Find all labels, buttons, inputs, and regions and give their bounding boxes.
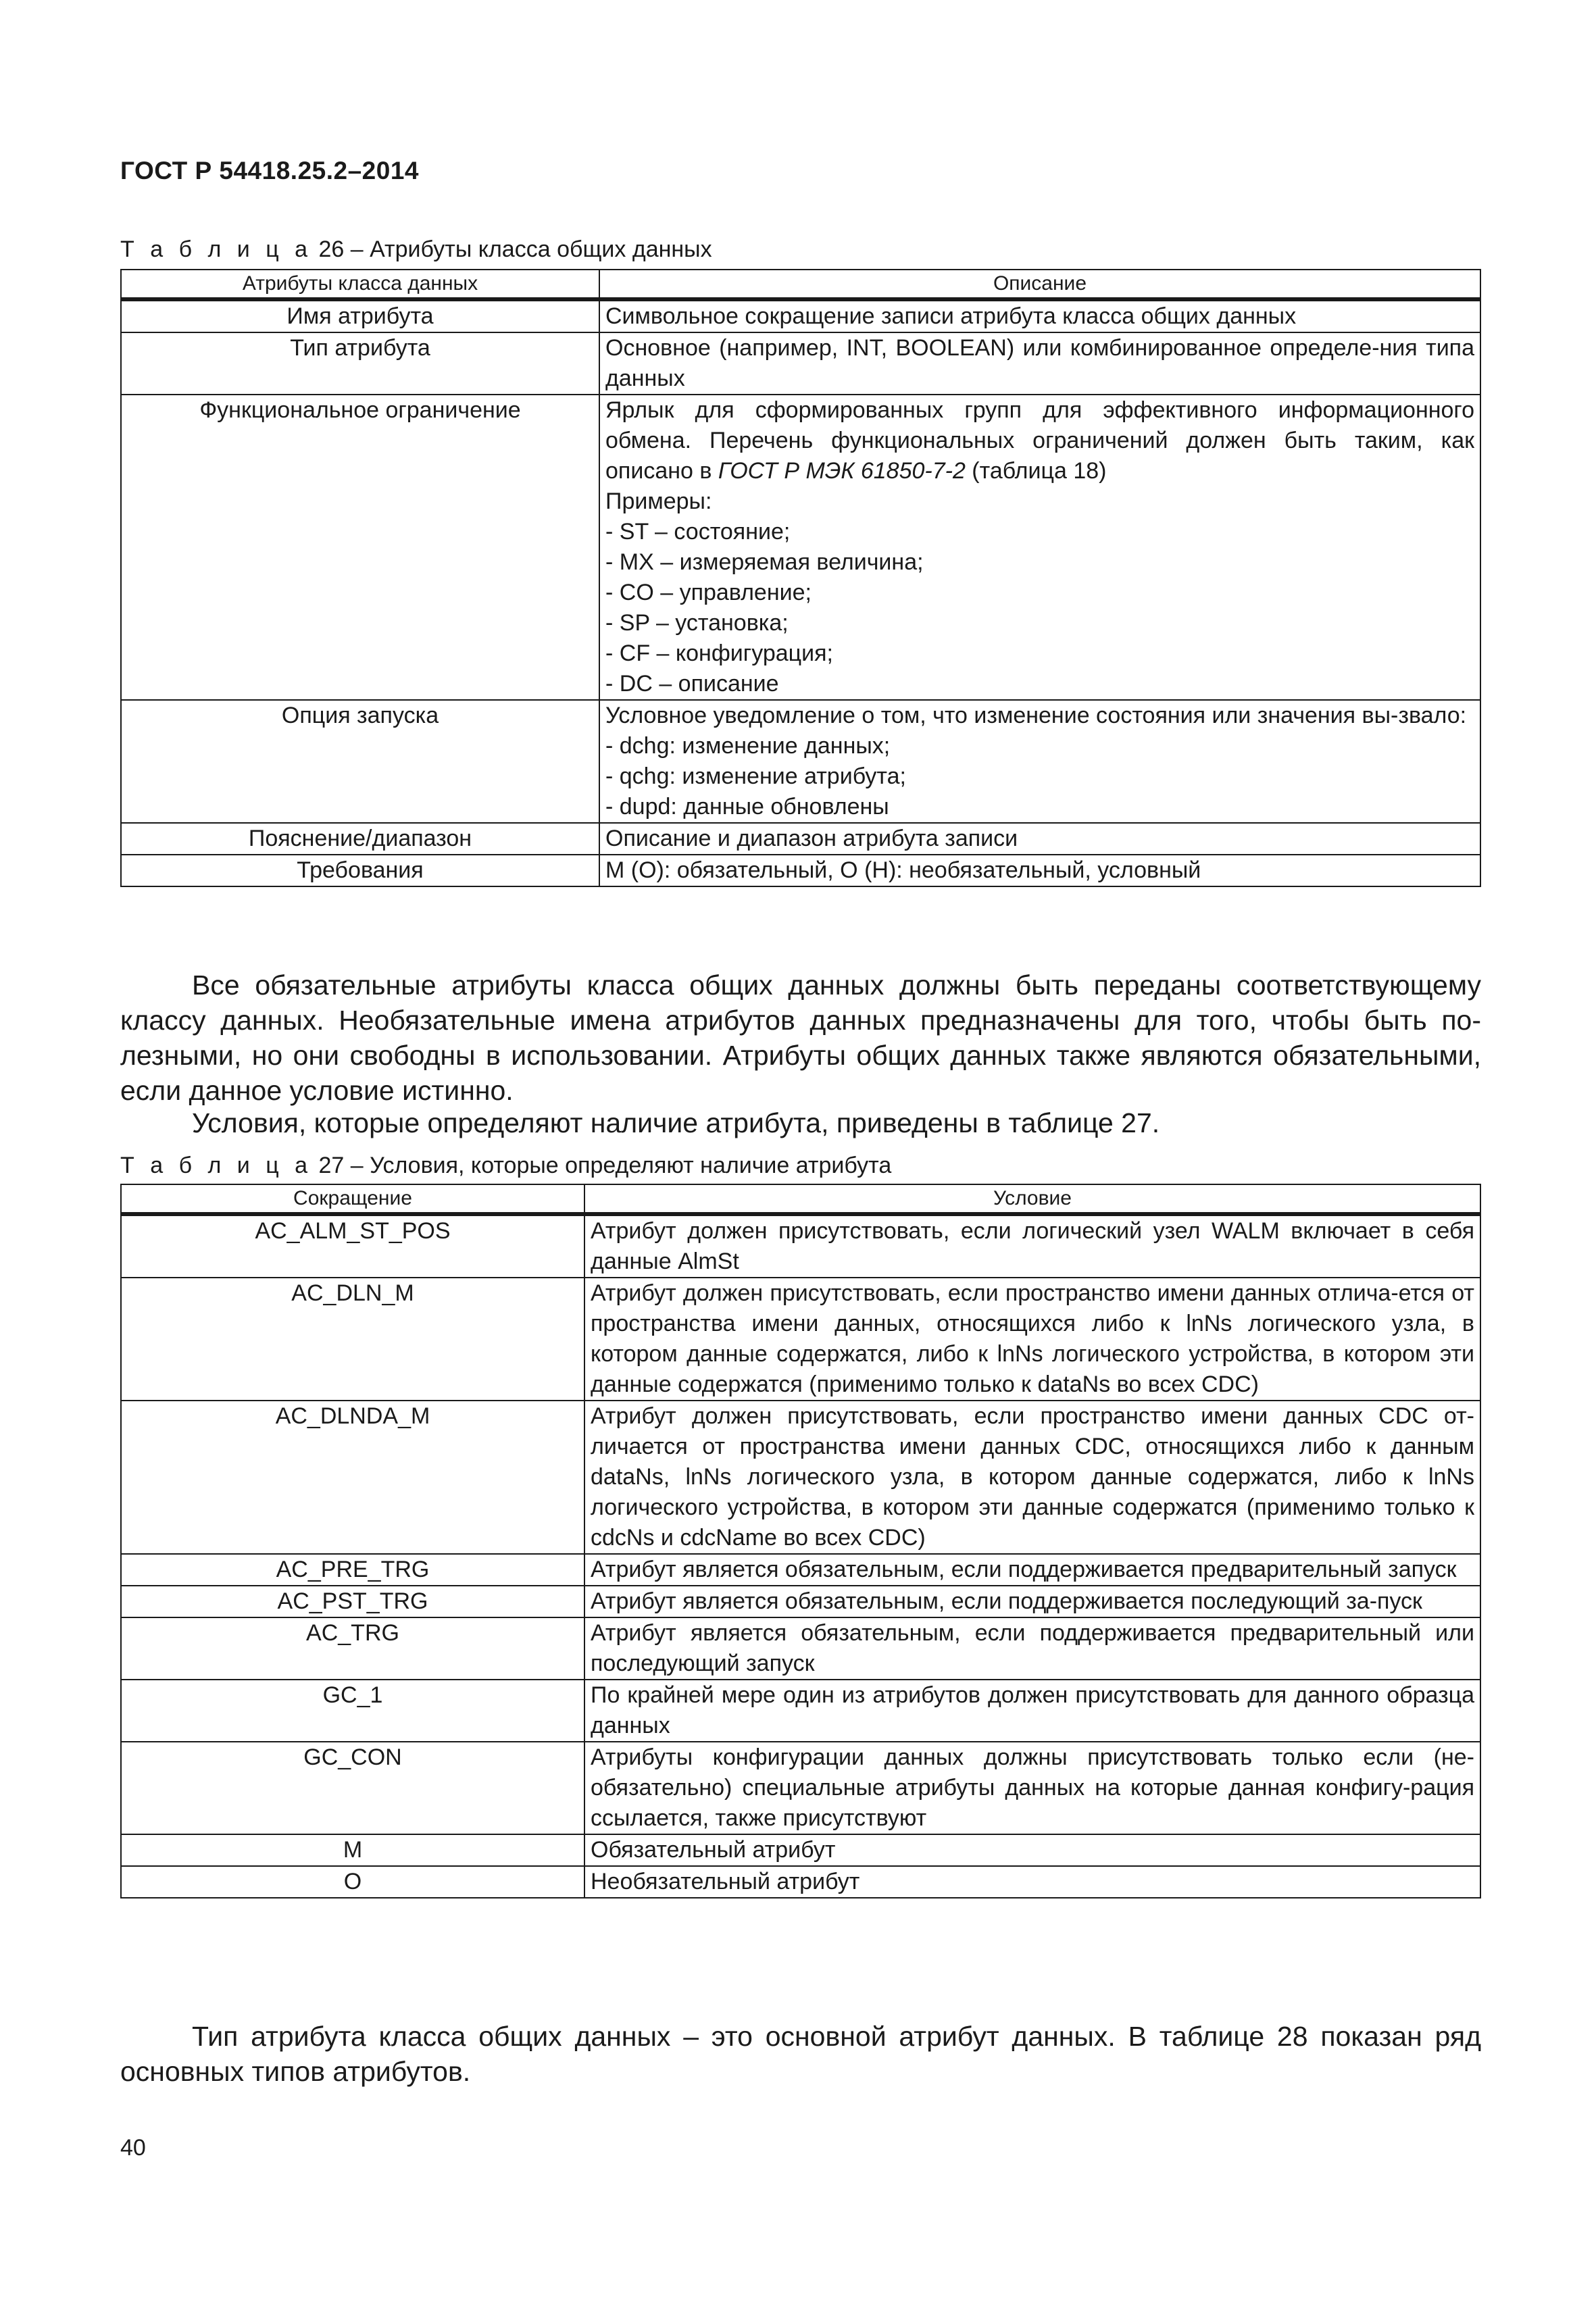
- standard-reference: ГОСТ Р МЭК 61850-7-2: [718, 458, 966, 484]
- condition: Атрибут должен присутствовать, если пространство имени данных CDC от-личается от пространства имени данных CDC, относящихся либо к данным dataNs, lnNs логического узла, в котором данные содержатся, либо к lnNs логического устройства, в котором эти данные содержатся (применимо только к cdcNs и cdcName во всех CDC): [584, 1401, 1480, 1554]
- column-header-description: Описание: [599, 270, 1480, 299]
- list-item: - CF – конфигурация;: [605, 640, 833, 666]
- body-paragraph-2: [120, 1105, 1481, 1140]
- table-27-caption: [120, 1153, 891, 1179]
- condition: По крайней мере один из атрибутов должен присутствовать для данного образца данных: [584, 1680, 1480, 1742]
- list-item: - MX – измеряемая величина;: [605, 549, 924, 575]
- attribute-name: Пояснение/диапазон: [121, 823, 599, 855]
- condition: Обязательный атрибут: [584, 1834, 1480, 1866]
- description-text: Ярлык для сформированных групп для эффективного информационного обмена. Перечень функциональных ограничений должен быть таким, как описано в: [605, 397, 1474, 484]
- abbreviation: M: [121, 1834, 584, 1866]
- table-26: [120, 269, 1481, 887]
- abbreviation: GC_1: [121, 1680, 584, 1742]
- paragraph-text: Все обязательные атрибуты класса общих данных должны быть переданы соответствующему классу данных. Необязательные имена атрибутов данных предназначены для того, чтобы быть по-лезными, но они свободны в использовании. Атрибуты общих данных также являются обязательными, если данное условие истинно.: [120, 970, 1481, 1106]
- description-paragraph: [605, 395, 1474, 486]
- table-row: [121, 1586, 1480, 1617]
- condition: Атрибут является обязательным, если поддерживается предварительный запуск: [584, 1554, 1480, 1586]
- table-row: [121, 1866, 1480, 1898]
- description-text: Условное уведомление о том, что изменение состояния или значения вы-звало:: [605, 703, 1467, 728]
- table-row: [121, 1617, 1480, 1680]
- abbreviation: AC_PRE_TRG: [121, 1554, 584, 1586]
- attribute-name: Тип атрибута: [121, 332, 599, 395]
- condition: Атрибут должен присутствовать, если пространство имени данных отлича-ется от пространства имени данных, относящихся либо к lnNs логического узла, в котором данные содержатся, либо к lnNs логического устройства, в котором эти данные содержатся (применимо только к dataNs во всех CDC): [584, 1278, 1480, 1401]
- abbreviation: AC_DLNDA_M: [121, 1401, 584, 1554]
- condition: Атрибут должен присутствовать, если логический узел WALM включает в себя данные AlmSt: [584, 1214, 1480, 1278]
- attribute-description: M (O): обязательный, O (Н): необязательный, условный: [599, 855, 1480, 886]
- table-row: [121, 855, 1480, 886]
- list-item: - dupd: данные обновлены: [605, 794, 889, 820]
- document-header: ГОСТ Р 54418.25.2–2014: [120, 157, 419, 184]
- table-row: [121, 1834, 1480, 1866]
- abbreviation: AC_TRG: [121, 1617, 584, 1680]
- abbreviation: GC_CON: [121, 1742, 584, 1834]
- table-row: [121, 395, 1480, 700]
- condition: Необязательный атрибут: [584, 1866, 1480, 1898]
- column-header-condition: Условие: [584, 1184, 1480, 1214]
- table-26-caption: [120, 236, 712, 263]
- page-number: 40: [120, 2135, 146, 2161]
- abbreviation: AC_DLN_M: [121, 1278, 584, 1401]
- table-header-row: [121, 270, 1480, 299]
- condition: Атрибут является обязательным, если поддерживается последующий за-пуск: [584, 1586, 1480, 1617]
- condition: Атрибуты конфигурации данных должны присутствовать только если (не-обязательно) специальные атрибуты данных на которые данная конфигу-рация ссылается, также присутствуют: [584, 1742, 1480, 1834]
- table-caption-text: 27 – Условия, которые определяют наличие атрибута: [318, 1153, 892, 1178]
- abbreviation: AC_PST_TRG: [121, 1586, 584, 1617]
- body-paragraph-1: [120, 967, 1481, 1108]
- paragraph-text: Тип атрибута класса общих данных – это основной атрибут данных. В таблице 28 показан ряд основных типов атрибутов.: [120, 2021, 1481, 2087]
- table-row: [121, 1214, 1480, 1278]
- attribute-description: Символьное сокращение записи атрибута класса общих данных: [599, 299, 1480, 332]
- column-header-abbreviation: Сокращение: [121, 1184, 584, 1214]
- table-row: [121, 823, 1480, 855]
- attribute-name: Требования: [121, 855, 599, 886]
- table-row: [121, 1278, 1480, 1401]
- table-row: [121, 1401, 1480, 1554]
- table-caption-prefix: Т а б л и ц а: [120, 1153, 313, 1178]
- body-paragraph-3: [120, 2019, 1481, 2089]
- condition: Атрибут является обязательным, если поддерживается предварительный или последующий запуск: [584, 1617, 1480, 1680]
- table-header-row: [121, 1184, 1480, 1214]
- attribute-description: [599, 395, 1480, 700]
- attribute-description: Описание и диапазон атрибута записи: [599, 823, 1480, 855]
- table-row: [121, 332, 1480, 395]
- list-item: - SP – установка;: [605, 610, 789, 636]
- table-27: [120, 1184, 1481, 1898]
- list-item: - DC – описание: [605, 671, 779, 697]
- attribute-name: Имя атрибута: [121, 299, 599, 332]
- list-item: - dchg: изменение данных;: [605, 733, 891, 759]
- attribute-description: Основное (например, INT, BOOLEAN) или комбинированное определе-ния типа данных: [599, 332, 1480, 395]
- table-caption-prefix: Т а б л и ц а: [120, 236, 313, 262]
- list-item: Примеры:: [605, 488, 712, 514]
- attribute-name: Функциональное ограничение: [121, 395, 599, 700]
- attribute-name: Опция запуска: [121, 700, 599, 823]
- table-row: [121, 1742, 1480, 1834]
- list-item: - CO – управление;: [605, 580, 812, 605]
- table-row: [121, 299, 1480, 332]
- attribute-description: [599, 700, 1480, 823]
- list-item: - ST – состояние;: [605, 519, 791, 545]
- column-header-attribute: Атрибуты класса данных: [121, 270, 599, 299]
- table-caption-text: 26 – Атрибуты класса общих данных: [318, 236, 712, 262]
- table-row: [121, 1554, 1480, 1586]
- table-row: [121, 1680, 1480, 1742]
- description-text: (таблица 18): [965, 458, 1107, 484]
- list-item: - qchg: изменение атрибута;: [605, 763, 906, 789]
- abbreviation: AC_ALM_ST_POS: [121, 1214, 584, 1278]
- table-row: [121, 700, 1480, 823]
- paragraph-text: Условия, которые определяют наличие атрибута, приведены в таблице 27.: [192, 1107, 1160, 1138]
- abbreviation: O: [121, 1866, 584, 1898]
